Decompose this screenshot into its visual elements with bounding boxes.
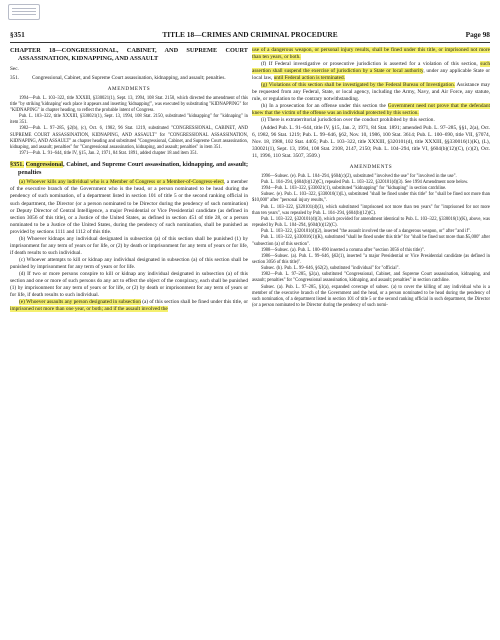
amendment-note: Subsec. (e). Pub. L. 103–322, §330016(1)(L), substituted "shall be fined under this title" for "shall be fined not more than $10,000" after "personal injury results,". [252,192,490,204]
section-title-highlight: Congressional [25,161,63,169]
toc-head: Sec. [10,66,19,73]
toc-entry [10,75,248,82]
amendment-note: Pub. L. 103–322, §330016(1)(K), substituted "shall be fined under this title" for "shall be fined not more than $5,000" after "subsection (a) of this section". [252,235,490,247]
highlighted-text: until Federal action is terminated. [273,75,345,82]
amendment-note: Pub. L. 103–322, title XXXIII, §330021(1), Sept. 13, 1994, 108 Stat. 2150, substituted "kidnapping" for "kidnaping" in item 351. [10,114,248,126]
section-number: §351. [10,161,24,169]
amendment-note: Pub. L. 103–322, §320101(d)(3), which provided for amendment identical to Pub. L. 103–322, §330016(1)(K), above, was repealed by Pub. L. 104–294, §604(b)(12)(C). [252,216,490,229]
amendment-note: Subsec. (a). Pub. L. 97–285, §1(a), expanded coverage of subsec. (a) to cover the killing of any individual who is a member of the executive branch of the Government and the head, or a person nominated to be head during the pendency of such nomination, of a department listed in section 101 of title 5 or the second ranking official in such department, the Director (or a person nominated to be Director during the pendency of such nomi- [252,284,490,309]
amendment-note: 1986—Subsec. (a). Pub. L. 99–646, §62(1), inserted "a major Presidential or Vice Presidential candidate (as defined in section 3056 of this title)". [252,253,490,265]
subsection-g [252,82,490,103]
left-column [10,47,248,635]
subsection-i: (i) There is extraterritorial jurisdiction over the conduct prohibited by this section. [261,117,435,124]
body-text: (h) In a prosecution for an offense under this section the [261,103,388,110]
subsection-h [252,103,490,117]
header-section: §351 [10,30,25,39]
section-title: , Cabinet, and Supreme Court assassination, kidnapping, and assault; penalties [18,161,248,176]
body-text: , a member of the executive branch of the Government who is the head, or a person nominated to be head during the pendency of such nomination, of a department listed in section 101 of title 5 or the second ranking official in such department, the Director (or a person nominated to be Director during the pendency of such nomination) or Deputy Director of Central Intelligence, a major Presidential or Vice Presidential candidate (as defined in section 3056 of this title), or a Justice of the United States, as defined in section 451 of title 28, or a person nominated to be a Justice of the United States, during the pendency of such nomination, shall be punished as provided by sections 1111 and 1112 of this title. [10,179,248,235]
subsection-d: (d) If two or more persons conspire to kill or kidnap any individual designated in subsection (a) of this section and one or more of such persons do any act to effect the object of the conspiracy, each shall be punished (1) by imprisonment for any term of years or for life, or (2) by death or imprisonment for any term of years or for life, if death results to such individual. [10,271,248,299]
subsection-c: (c) Whoever attempts to kill or kidnap any individual designated in subsection (a) of this section shall be punished by imprisonment for any term of years or for life. [10,256,248,270]
right-column [252,47,490,635]
body-text: , under any applicable State or local law, [252,68,490,82]
amendment-note: 1988—Subsec. (a). Pub. L. 100–690 inserted a comma after "section 3056 of this title)". [261,247,425,253]
amendment-note: 1982—Pub. L. 97–285, §2(b), (c), Oct. 6, 1982, 96 Stat. 1219, substituted "CONGRESSIONAL, CABINET, AND SUPREME COURT ASSASSINATION, KIDNAPING, AND ASSAULT" for "CONGRESSIONAL ASSASSINATION, KIDNAPING, AND ASSAULT" as chapter heading and substituted "Congressional, Cabinet, and Supreme Court assassination, kidnaping, and assault; penalties" for "Congressional assassination, kidnaping, and assault; penalties" in item 351. [10,126,248,150]
header-page-number: Page 98 [465,30,490,39]
subsection-e [10,299,248,313]
amendment-note: 1971—Pub. L. 91–644, title IV, §15, Jan. 2, 1971, 84 Stat. 1891, added chapter 18 and item 351. [19,151,199,157]
highlighted-text: such assertion shall suspend the exercise of jurisdiction by a State or local authority [252,61,490,75]
highlighted-text: imprisoned not more than one year, or both; and if the assault involved the [10,306,168,313]
section-heading [10,161,248,176]
header-rule [10,42,490,43]
source-credit: (Added Pub. L. 91–644, title IV, §15, Jan. 2, 1971, 84 Stat. 1891; amended Pub. L. 97–285, §§1, 2(a), Oct. 6, 1982, 96 Stat. 1219; Pub. L. 99–646, §62, Nov. 10, 1986, 100 Stat. 3614; Pub. L. 100–690, title VII, §7074, Nov. 18, 1988, 102 Stat. 4405; Pub. L. 103–322, title XXXIII, §320101(d), title XXXIII, §§330016(1)(K), (L), 330021(1), Sept. 13, 1994, 108 Stat. 2108, 2147, 2150; Pub. L. 104–294, title VI, §604(b)(12)(C), (c)(2), Oct. 11, 1996, 110 Stat. 3507, 3509.) [252,124,490,159]
amendment-note: Pub. L. 104–294, §604(b)(12)(C), repealed Pub. L. 103–322, §320101(d)(3). See 1994 Amendment note below. [261,179,469,185]
toc-section-number: 351. [10,74,20,81]
header-title: TITLE 18—CRIMES AND CRIMINAL PROCEDURE [162,30,338,39]
amendment-note: 1996—Subsec. (e). Pub. L. 104–294, §604(c)(2), substituted "involved the use" for "involved in the use". [261,173,457,179]
subsection-f [252,61,490,82]
subsection-b: (b) Whoever kidnaps any individual designated in subsection (a) of this section shall be punished (1) by imprisonment for any term of years or for life, or (2) by death or imprisonment for any term of years or for life, if death results to such individual. [10,235,248,256]
highlighted-text: (a) Whoever kills any individual who is a Member of Congress or a Member-of-Congress-elect [19,179,224,186]
amendment-note: 1994—Pub. L. 103–322, title XXXIII, §330021(1), Sept. 13, 1994, 108 Stat. 2150, which directed the amendment of this title "by striking 'kidnaping' each place it appears and inserting 'kidnapping'", was executed by substituting "KIDNAPPING" for "KIDNAPING" in chapter heading, to reflect the probable intent of Congress. [10,95,248,113]
amendment-note: 1982—Pub. L. 97–285, §2(a), substituted "Congressional, Cabinet, and Supreme Court assassination, kidnaping, and assault; penalties" for "Congressional assassination, kidnaping, and assault; penalties" in section catchline. [252,272,490,284]
highlighted-text: (g) Violations of this section shall be investigated by the Federal Bureau of Investigation. [261,82,456,89]
gpo-logo [8,4,40,20]
amendment-note: 1994—Pub. L. 103–322, §330021(1), substituted "kidnapping" for "kidnaping" in section catchline. [261,186,447,192]
highlighted-text: (e) Whoever assaults any person designated in subsection [19,299,141,306]
body-text: Assistance may be requested from any Federal, State, or local agency, including the Army, Navy, and Air Force, any statute, rule, or regulation to the contrary notwithstanding. [252,82,490,103]
highlighted-text: use of a dangerous weapon, or personal injury results, shall be fined under this title, or imprisoned not more than ten years, or both. [252,47,490,61]
amendment-note: Pub. L. 103–322, §320101(d)(2), inserted "the assault involved the use of a dangerous weapon, or" after "and if". [261,229,472,235]
highlighted-text: Government need not prove that the defendant knew that the victim of the offense was an individual protected by this section. [252,103,490,117]
amendments-heading: AMENDMENTS [107,85,151,92]
amendments-heading: AMENDMENTS [349,163,393,170]
chapter-heading: CHAPTER 18—CONGRESSIONAL, CABINET, AND SUPREME COURT ASSASSINATION, KIDNAPPING, AND ASSAULT [10,47,248,62]
amendment-note: Subsec. (h). Pub. L. 99–646, §62(2), substituted "individual" for "official". [261,266,400,272]
subsection-a [10,179,248,235]
subsection-e-continued [252,47,490,61]
amendment-note: Pub. L. 103–322, §320101(d)(3), which substituted "imprisoned not more than ten years" for "imprisoned for not more than ten years", was repealed by Pub. L. 104–294, §604(b)(12)(C). [252,204,490,216]
body-text: (a) of this section shall be fined under this title, or [140,299,248,306]
toc-head-row [10,66,248,73]
body-text: (f) If Federal investigative or prosecutive jurisdiction is asserted for a violation of this section, [261,61,481,68]
running-header [10,30,490,42]
toc-section-title: Congressional, Cabinet, and Supreme Court assassination, kidnapping, and assault; penalties. [32,74,226,81]
